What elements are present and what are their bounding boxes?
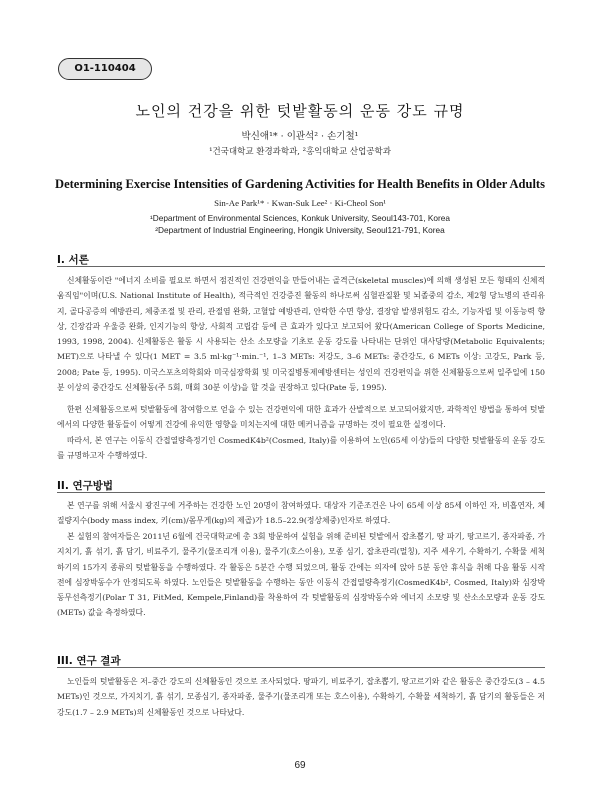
affiliation-1: ¹Department of Environmental Sciences, Konkuk University, Seoul143-701, Korea bbox=[149, 213, 451, 223]
affiliation-2: ²Department of Industrial Engineering, Hongik University, Seoul121-791, Korea bbox=[155, 225, 445, 235]
methods-paragraph-2: 본 실험의 참여자들은 2011년 6월에 건국대학교에 총 3회 방문하여 실험을 위해 준비된 텃밭에서 잡초뽑기, 땅 파기, 땅고르기, 종자파종, 가지치기, 흙 섞기, 흙 담기, 비료주기, 물주기(물조리개 이용), 물주기(호스이용), 모종 심기, 잡초관리(멀칭), 지주 세우기, 수확하기, 수확물 세척하기의 15가지 종류의 텃밭활동을 수행하였다. 각 활동은 5분간 수행 되었으며, 활동 간에는 의자에 앉아 5분 동안 휴식을 취해 다음 활동 시작 전에 심장박동수가 안정되도록 하였다. 노인들은 텃밭활동을 수행하는 동안 이동식 간접열량측정기(CosmedK4b², Cosmed, Italy)와 심장박동무선측정기(Polar T 31, FitMed, Kempele,Finland)를 착용하여 각 텃밭활동의 심장박동수와 에너지 소모량 및 산소소모량과 운동 강도(METs) 값을 측정하였다. bbox=[57, 532, 545, 618]
section-heading-results: III. 연구 결과 bbox=[57, 655, 121, 667]
intro-paragraph-2: 한편 신체활동으로써 텃밭활동에 참여함으로 얻을 수 있는 건강편익에 대한 효과가 산발적으로 보고되어왔지만, 과학적인 방법을 통하여 텃밭에서의 다양한 활동들이 어떻게 건강에 유익한 영향을 미치는지에 대한 메커니즘을 규명하는 것이 필요한 실정이다. bbox=[57, 405, 545, 430]
document-id-badge: O1-110404 bbox=[58, 58, 152, 80]
section-heading-methods: II. 연구방법 bbox=[57, 480, 114, 492]
authors-english: Sin-Ae Park¹* · Kwan-Suk Lee² · Ki-Cheol Son¹ bbox=[214, 198, 386, 208]
results-paragraph-1: 노인들의 텃밭활동은 저–중간 강도의 신체활동인 것으로 조사되었다. 땅파기, 비료주기, 잡초뽑기, 땅고르기와 같은 활동은 중간강도(3 – 4.5 METs)인 것으로, 가지치기, 흙 섞기, 모종심기, 종자파종, 물주기(물조리개 또는 호스이용), 수확하기, 수확물 세척하기, 흙 담기의 활동들은 저강도(1.7 – 2.9 METs)의 신체활동인 것으로 나타났다. bbox=[57, 677, 545, 717]
intro-paragraph-1: 신체활동이란 "에너지 소비를 필요로 하면서 점진적인 건강편익을 만들어내는 골격근(skeletal muscles)에 의해 생성된 모든 형태의 신체적 움직임"이며(U.S. National Institute of Health), 적극적인 건강증진 활동의 하나로써 심혈관질환 및 뇌졸중의 감소, 제2형 당뇨병의 관리유지, 골다공증의 예방관리, 체중조절 및 관리, 관절염 완화, 고혈압 예방관리, 안락한 수면 향상, 결장암 발생위험도 감소, 기능자립 및 이동능력 향상, 긴장감과 우울증 완화, 인지기능의 향상, 사회적 고립감 등에 큰 효과가 있다고 보고되어 왔다(American College of Sports Medicine, 1993, 1998, 2004). 신체활동은 활동 시 사용되는 산소 소모량을 기초로 운동 강도를 나타내는 단위인 대사당량(Metabolic Equivalents; MET)으로 나타낼 수 있다(1 MET = 3.5 ml·kg⁻¹·min.⁻¹, 1–3 METs: 저강도, 3–6 METs: 중간강도, 6 METs 이상: 고강도, Park 등, 2008; Pate 등, 1995). 미국스포츠의학회와 미국심장학회 및 미국질병통제예방센터는 성인의 건강편익을 위한 신체활동으로써 일주일에 150분 이상의 중간강도 신체활동(주 5회, 매회 30분 이상)을 할 것을 권장하고 있다(Pate 등, 1995). bbox=[57, 276, 545, 393]
section-divider bbox=[57, 266, 545, 267]
affiliations-korean: ¹건국대학교 환경과학과, ²홍익대학교 산업공학과 bbox=[209, 147, 391, 157]
methods-paragraph-1: 본 연구를 위해 서울시 광진구에 거주하는 건강한 노인 20명이 참여하였다. 대상자 기준조건은 나이 65세 이상 85세 이하인 자, 비흡연자, 체질량지수(body mass index, 키(cm)/몸무게(kg)의 제곱)가 18.5–22.9(정상체중)인자로 하였다. bbox=[57, 501, 545, 526]
title-korean: 노인의 건강을 위한 텃밭활동의 운동 강도 규명 bbox=[135, 102, 465, 120]
title-english: Determining Exercise Intensities of Gardening Activities for Health Benefits in Older Adults bbox=[55, 177, 545, 191]
authors-korean: 박신애¹* · 이관석² · 손기철¹ bbox=[241, 131, 359, 142]
section-heading-introduction: I. 서론 bbox=[57, 254, 89, 266]
page-number: 69 bbox=[294, 760, 306, 771]
section-divider bbox=[57, 667, 545, 668]
section-divider bbox=[57, 492, 545, 493]
affiliations-english bbox=[0, 212, 600, 236]
intro-paragraph-3: 따라서, 본 연구는 이동식 간접열량측정기인 CosmedK4b²(Cosmed, Italy)를 이용하여 노인(65세 이상)들의 다양한 텃밭활동의 운동 강도를 규명하고자 수행하였다. bbox=[57, 436, 545, 461]
